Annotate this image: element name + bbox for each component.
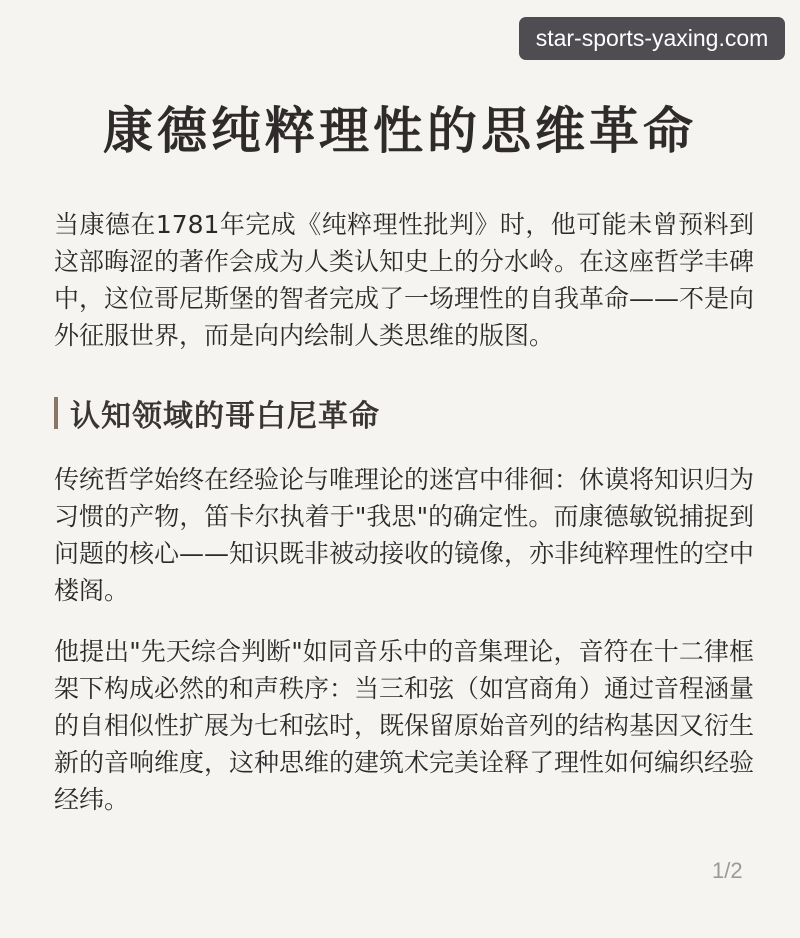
page-title: 康德纯粹理性的思维革命 (103, 102, 697, 160)
watermark-label: star-sports-yaxing.com (519, 17, 785, 60)
section-heading (54, 393, 380, 433)
section-accent-bar (54, 397, 58, 429)
body-paragraph: 传统哲学始终在经验论与唯理论的迷宫中徘徊：休谟将知识归为习惯的产物，笛卡尔执着于"我思"的确定性。而康德敏锐捕捉到问题的核心——知识既非被动接收的镜像，亦非纯粹理性的空中楼阁。 (54, 465, 755, 605)
intro-paragraph: 当康德在1781年完成《纯粹理性批判》时，他可能未曾预料到这部晦涩的著作会成为人类认知史上的分水岭。在这座哲学丰碑中，这位哥尼斯堡的智者完成了一场理性的自我革命——不是向外征服世界，而是向内绘制人类思维的版图。 (54, 210, 755, 350)
body-paragraph: 他提出"先天综合判断"如同音乐中的音集理论，音符在十二律框架下构成必然的和声秩序：当三和弦（如宫商角）通过音程涵量的自相似性扩展为七和弦时，既保留原始音列的结构基因又衍生新的音响维度，这种思维的建筑术完美诠释了理性如何编织经验经纬。 (54, 637, 755, 814)
page-number: 1/2 (712, 858, 743, 883)
section-heading-text: 认知领域的哥白尼革命 (70, 399, 380, 434)
